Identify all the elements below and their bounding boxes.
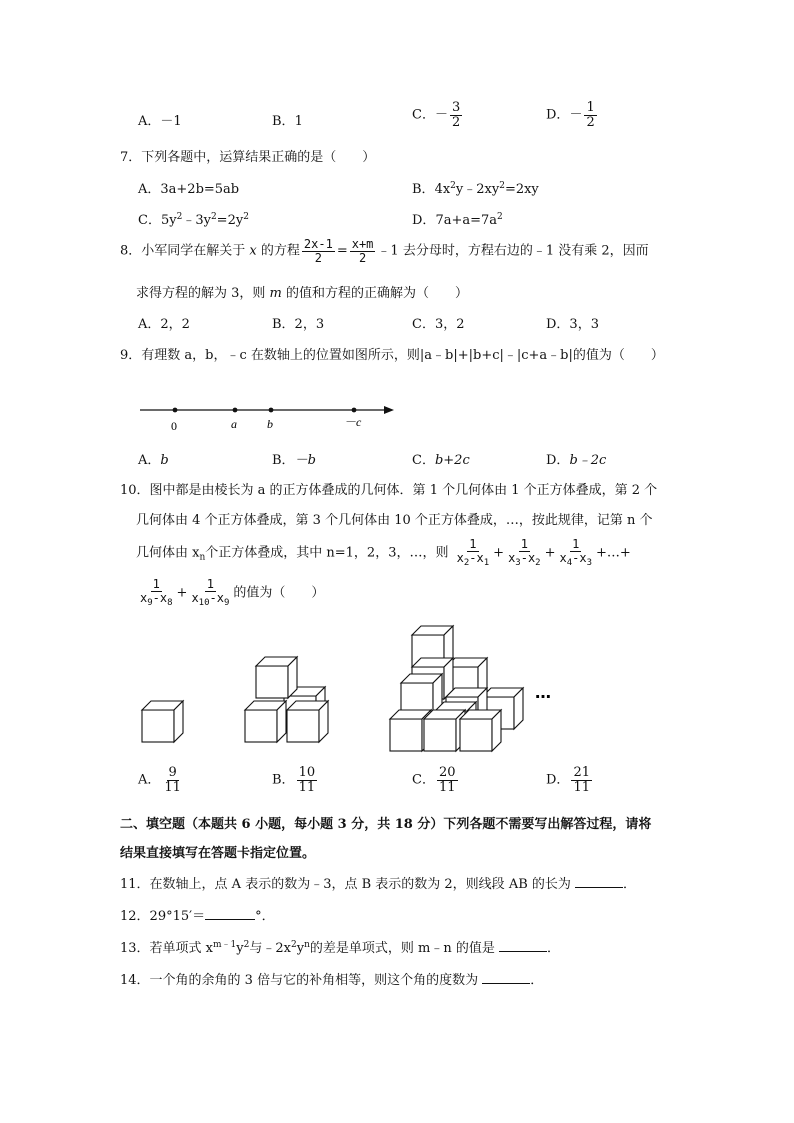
section2-heading-line1: 二、填空题（本题共 6 小题，每小题 3 分，共 18 分）下列各题不需要写出解答过程，请将 <box>120 817 652 832</box>
q9-option-a: A．b <box>138 453 169 468</box>
q8-stem-line2: 求得方程的解为 3，则 m 的值和方程的正确解为（ ） <box>136 286 469 301</box>
label-b: b <box>267 417 273 431</box>
q7-option-c: C．$5y^2﹣3y^2=2y^2$ <box>138 212 249 228</box>
q12-answer-blank[interactable] <box>205 919 255 920</box>
figure-2-cubes <box>245 657 328 742</box>
point-0 <box>173 408 178 413</box>
q14: 14．一个角的余角的 3 倍与它的补角相等，则这个角的度数为 ． <box>120 973 544 988</box>
q8-option-a: A．2，2 <box>138 317 190 332</box>
q6-option-a: A．－1 <box>138 114 182 129</box>
q8-option-b: B．2，3 <box>272 317 325 332</box>
q10-option-b: B． $\frac{10}{11}$ <box>272 765 316 795</box>
q12: 12．29°15′＝ °． <box>120 909 275 924</box>
point-b <box>269 408 274 413</box>
q10-option-a: A． $\frac{9}{11}$ <box>138 765 181 795</box>
q11: 11．在数轴上，点 A 表示的数为﹣3，点 B 表示的数为 2，则线段 AB 的长为 ． <box>120 877 637 892</box>
point-a <box>233 408 238 413</box>
figure-1-cubes <box>142 701 183 742</box>
point-neg-c <box>352 408 357 413</box>
label-neg-c: －c <box>344 415 362 429</box>
q9-number-line <box>130 396 410 436</box>
number-line-arrow <box>384 406 394 414</box>
figure-3-cubes <box>390 626 523 751</box>
q8-stem-line1: 8．小军同学在解关于 x 的方程 $\frac{2x-1}{2}$ = $\frac{x+m}{2}$ ﹣1 去分母时，方程右边的﹣1 没有乘 2，因而 <box>120 237 649 265</box>
q9-option-d: D．b﹣2c <box>546 453 607 468</box>
q7-option-a: A．3a+2b=5ab <box>138 182 240 197</box>
q10-line4: $\frac{1}{x_9-x_8}$ + $\frac{1}{x_{10}-x_9}$ 的值为（ ） <box>140 577 325 608</box>
q10-option-d: D． $\frac{21}{11}$ <box>546 765 590 795</box>
q9-option-b: B．－b <box>272 453 316 468</box>
q11-answer-blank[interactable] <box>575 887 623 888</box>
section2-heading-line2: 结果直接填写在答题卡指定位置。 <box>120 846 316 861</box>
q7-option-b: B．$4x^2y﹣2xy^2=2xy$ <box>412 181 539 197</box>
q7-stem: 7．下列各题中，运算结果正确的是（ ） <box>120 150 376 165</box>
q14-answer-blank[interactable] <box>482 983 530 984</box>
figures-ellipsis: … <box>535 683 551 702</box>
q8-option-d: D．3，3 <box>546 317 599 332</box>
q10-line3: 几何体由 $x_n$个正方体叠成，其中 n=1，2，3，…，则 $\frac{1}{x_2-x_1}$ + $\frac{1}{x_3-x_2}$ + $\frac{1}{x_4-x_3}$ +…+ <box>136 537 631 568</box>
q7-option-d: D．$7a+a=7a^2$ <box>412 212 503 228</box>
label-0: 0 <box>171 419 177 433</box>
q6-option-d: D．－ $\frac{1}{2}$ <box>546 100 595 130</box>
q10-line2: 几何体由 4 个正方体叠成，第 3 个几何体由 10 个正方体叠成，…，按此规律，记第 n 个 <box>136 513 653 528</box>
q6-option-c: C．－ $\frac{3}{2}$ <box>412 100 461 130</box>
q9-option-c: C．b+2c <box>412 453 470 468</box>
q8-option-c: C．3，2 <box>412 317 465 332</box>
label-a: a <box>231 417 237 431</box>
q13-answer-blank[interactable] <box>499 951 547 952</box>
q10-option-c: C． $\frac{20}{11}$ <box>412 765 456 795</box>
q9-stem: 9．有理数 a，b，﹣c 在数轴上的位置如图所示，则|a﹣b|+|b+c|﹣|c+a﹣b|的值为（ ） <box>120 348 664 363</box>
q10-cube-figures <box>130 618 570 758</box>
q6-option-b: B．1 <box>272 114 303 129</box>
q10-line1: 10．图中都是由棱长为 a 的正方体叠成的几何体．第 1 个几何体由 1 个正方体叠成，第 2 个 <box>120 483 658 498</box>
q13: 13．若单项式 $x^{m﹣1}y^2$与$﹣2x^2y^n$的差是单项式，则 m﹣n 的值是 ． <box>120 940 560 956</box>
